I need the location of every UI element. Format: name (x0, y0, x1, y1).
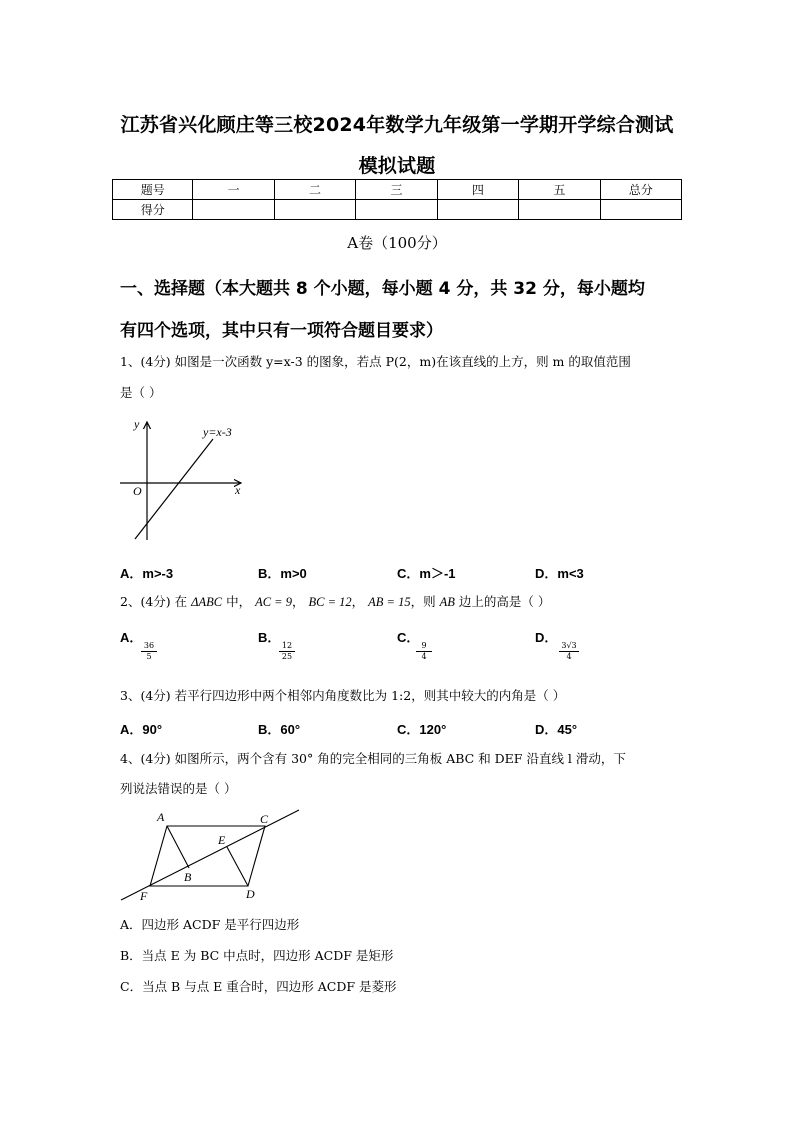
score-cell: 三 (356, 180, 437, 200)
fraction-numerator: 12 (279, 641, 295, 652)
point-label-f: F (140, 889, 148, 903)
exam-title-line1: 江苏省兴化顾庄等三校2024年数学九年级第一学期开学综合测试 (120, 114, 674, 136)
score-cell: 五 (519, 180, 600, 200)
score-table-header-row (113, 180, 682, 200)
question-4-text-cont: 列说法错误的是（ ） (120, 781, 237, 796)
score-cell: 一 (193, 180, 274, 200)
question-2-option-c-fraction (416, 641, 432, 662)
question-3-option-d[interactable]: D．45° (535, 722, 578, 737)
score-cell: 总分 (600, 180, 681, 200)
question-2-condition-ac: AC = 9 (255, 595, 292, 609)
fraction-numerator: 36 (141, 641, 157, 652)
question-3-option-b[interactable]: B．60° (258, 722, 301, 737)
point-label-c: C (260, 812, 269, 826)
question-2-option-a-fraction (141, 641, 157, 662)
point-label-d: D (246, 887, 255, 901)
question-2-condition-bc: BC = 12 (308, 595, 352, 609)
question-4-option-c[interactable]: C．当点 B 与点 E 重合时，四边形 ACDF 是菱形 (120, 979, 397, 994)
section-heading-line2: 有四个选项，其中只有一项符合题目要求） (120, 321, 443, 341)
question-4-text: 4、(4分) 如图所示，两个含有 30° 角的完全相同的三角板 ABC 和 DEF 沿直线 l 滑动，下 (120, 751, 626, 766)
question-1-graph (115, 415, 255, 545)
question-1-option-c[interactable]: C．m＞-1 (397, 566, 456, 581)
question-2-text (120, 594, 550, 610)
score-cell: 得分 (113, 200, 193, 220)
fraction-denominator: 4 (566, 652, 572, 661)
exam-title-line2: 模拟试题 (358, 155, 436, 177)
score-cell (274, 200, 355, 220)
question-3-text: 3、(4分) 若平行四边形中两个相邻内角度数比为 1:2，则其中较大的内角是（ ） (120, 688, 566, 703)
score-cell (193, 200, 274, 220)
question-1-option-a[interactable]: A．m>-3 (120, 566, 174, 581)
question-4-option-a[interactable]: A．四边形 ACDF 是平行四边形 (120, 917, 300, 932)
x-axis-label: x (235, 483, 241, 497)
question-3-option-c[interactable]: C．120° (397, 722, 447, 737)
point-label-e: E (218, 833, 226, 847)
fraction-numerator: 3√3 (559, 641, 579, 652)
score-cell (519, 200, 600, 220)
question-4-option-b[interactable]: B．当点 E 为 BC 中点时，四边形 ACDF 是矩形 (120, 948, 394, 963)
question-2-separator: ， (291, 594, 305, 609)
origin-label: O (133, 484, 142, 498)
segment-ed (227, 847, 248, 886)
question-4-figure (115, 807, 310, 907)
fraction-denominator: 25 (281, 652, 293, 661)
question-2-option-a[interactable]: A． (120, 630, 143, 645)
question-2-suffix: 边上的高是（ ） (458, 594, 551, 609)
question-2-prefix: 2、(4分) 在 (120, 594, 188, 609)
volume-title: A卷（100分） (347, 234, 447, 252)
score-table (112, 179, 682, 220)
question-3-option-a[interactable]: A．90° (120, 722, 163, 737)
question-2-option-c[interactable]: C． (397, 630, 420, 645)
point-label-a: A (157, 810, 165, 824)
question-2-option-d-fraction (559, 641, 579, 662)
score-cell: 二 (274, 180, 355, 200)
score-cell (437, 200, 518, 220)
segment-ab (167, 826, 189, 868)
fraction-denominator: 4 (421, 652, 427, 661)
line-label: y=x-3 (203, 425, 232, 439)
fraction-denominator: 5 (146, 652, 152, 661)
question-1-option-b[interactable]: B．m>0 (258, 566, 307, 581)
point-label-b: B (184, 870, 192, 884)
fraction-numerator: 9 (416, 641, 432, 652)
score-cell: 题号 (113, 180, 193, 200)
y-axis-label: y (134, 417, 140, 431)
section-heading-line1: 一、选择题（本大题共 8 个小题，每小题 4 分，共 32 分，每小题均 (120, 279, 645, 299)
question-2-option-b-fraction (279, 641, 295, 662)
question-2-condition-ab: AB = 15 (368, 595, 411, 609)
score-cell (356, 200, 437, 220)
score-cell (600, 200, 681, 220)
question-2-triangle: ΔABC (191, 595, 223, 609)
question-2-option-d[interactable]: D． (535, 630, 558, 645)
question-2-text-part: 中， (226, 594, 252, 609)
question-2-separator: ， (351, 594, 365, 609)
question-2-option-b[interactable]: B． (258, 630, 281, 645)
question-1-option-d[interactable]: D．m<3 (535, 566, 584, 581)
question-2-text-part: ，则 (410, 594, 436, 609)
question-1-text-cont: 是（ ） (120, 385, 162, 400)
score-table-score-row (113, 200, 682, 220)
question-2-segment: AB (439, 595, 455, 609)
score-cell: 四 (437, 180, 518, 200)
question-1-text: 1、(4分) 如图是一次函数 y=x-3 的图象，若点 P(2，m)在该直线的上方，则 m 的取值范围 (120, 354, 631, 369)
